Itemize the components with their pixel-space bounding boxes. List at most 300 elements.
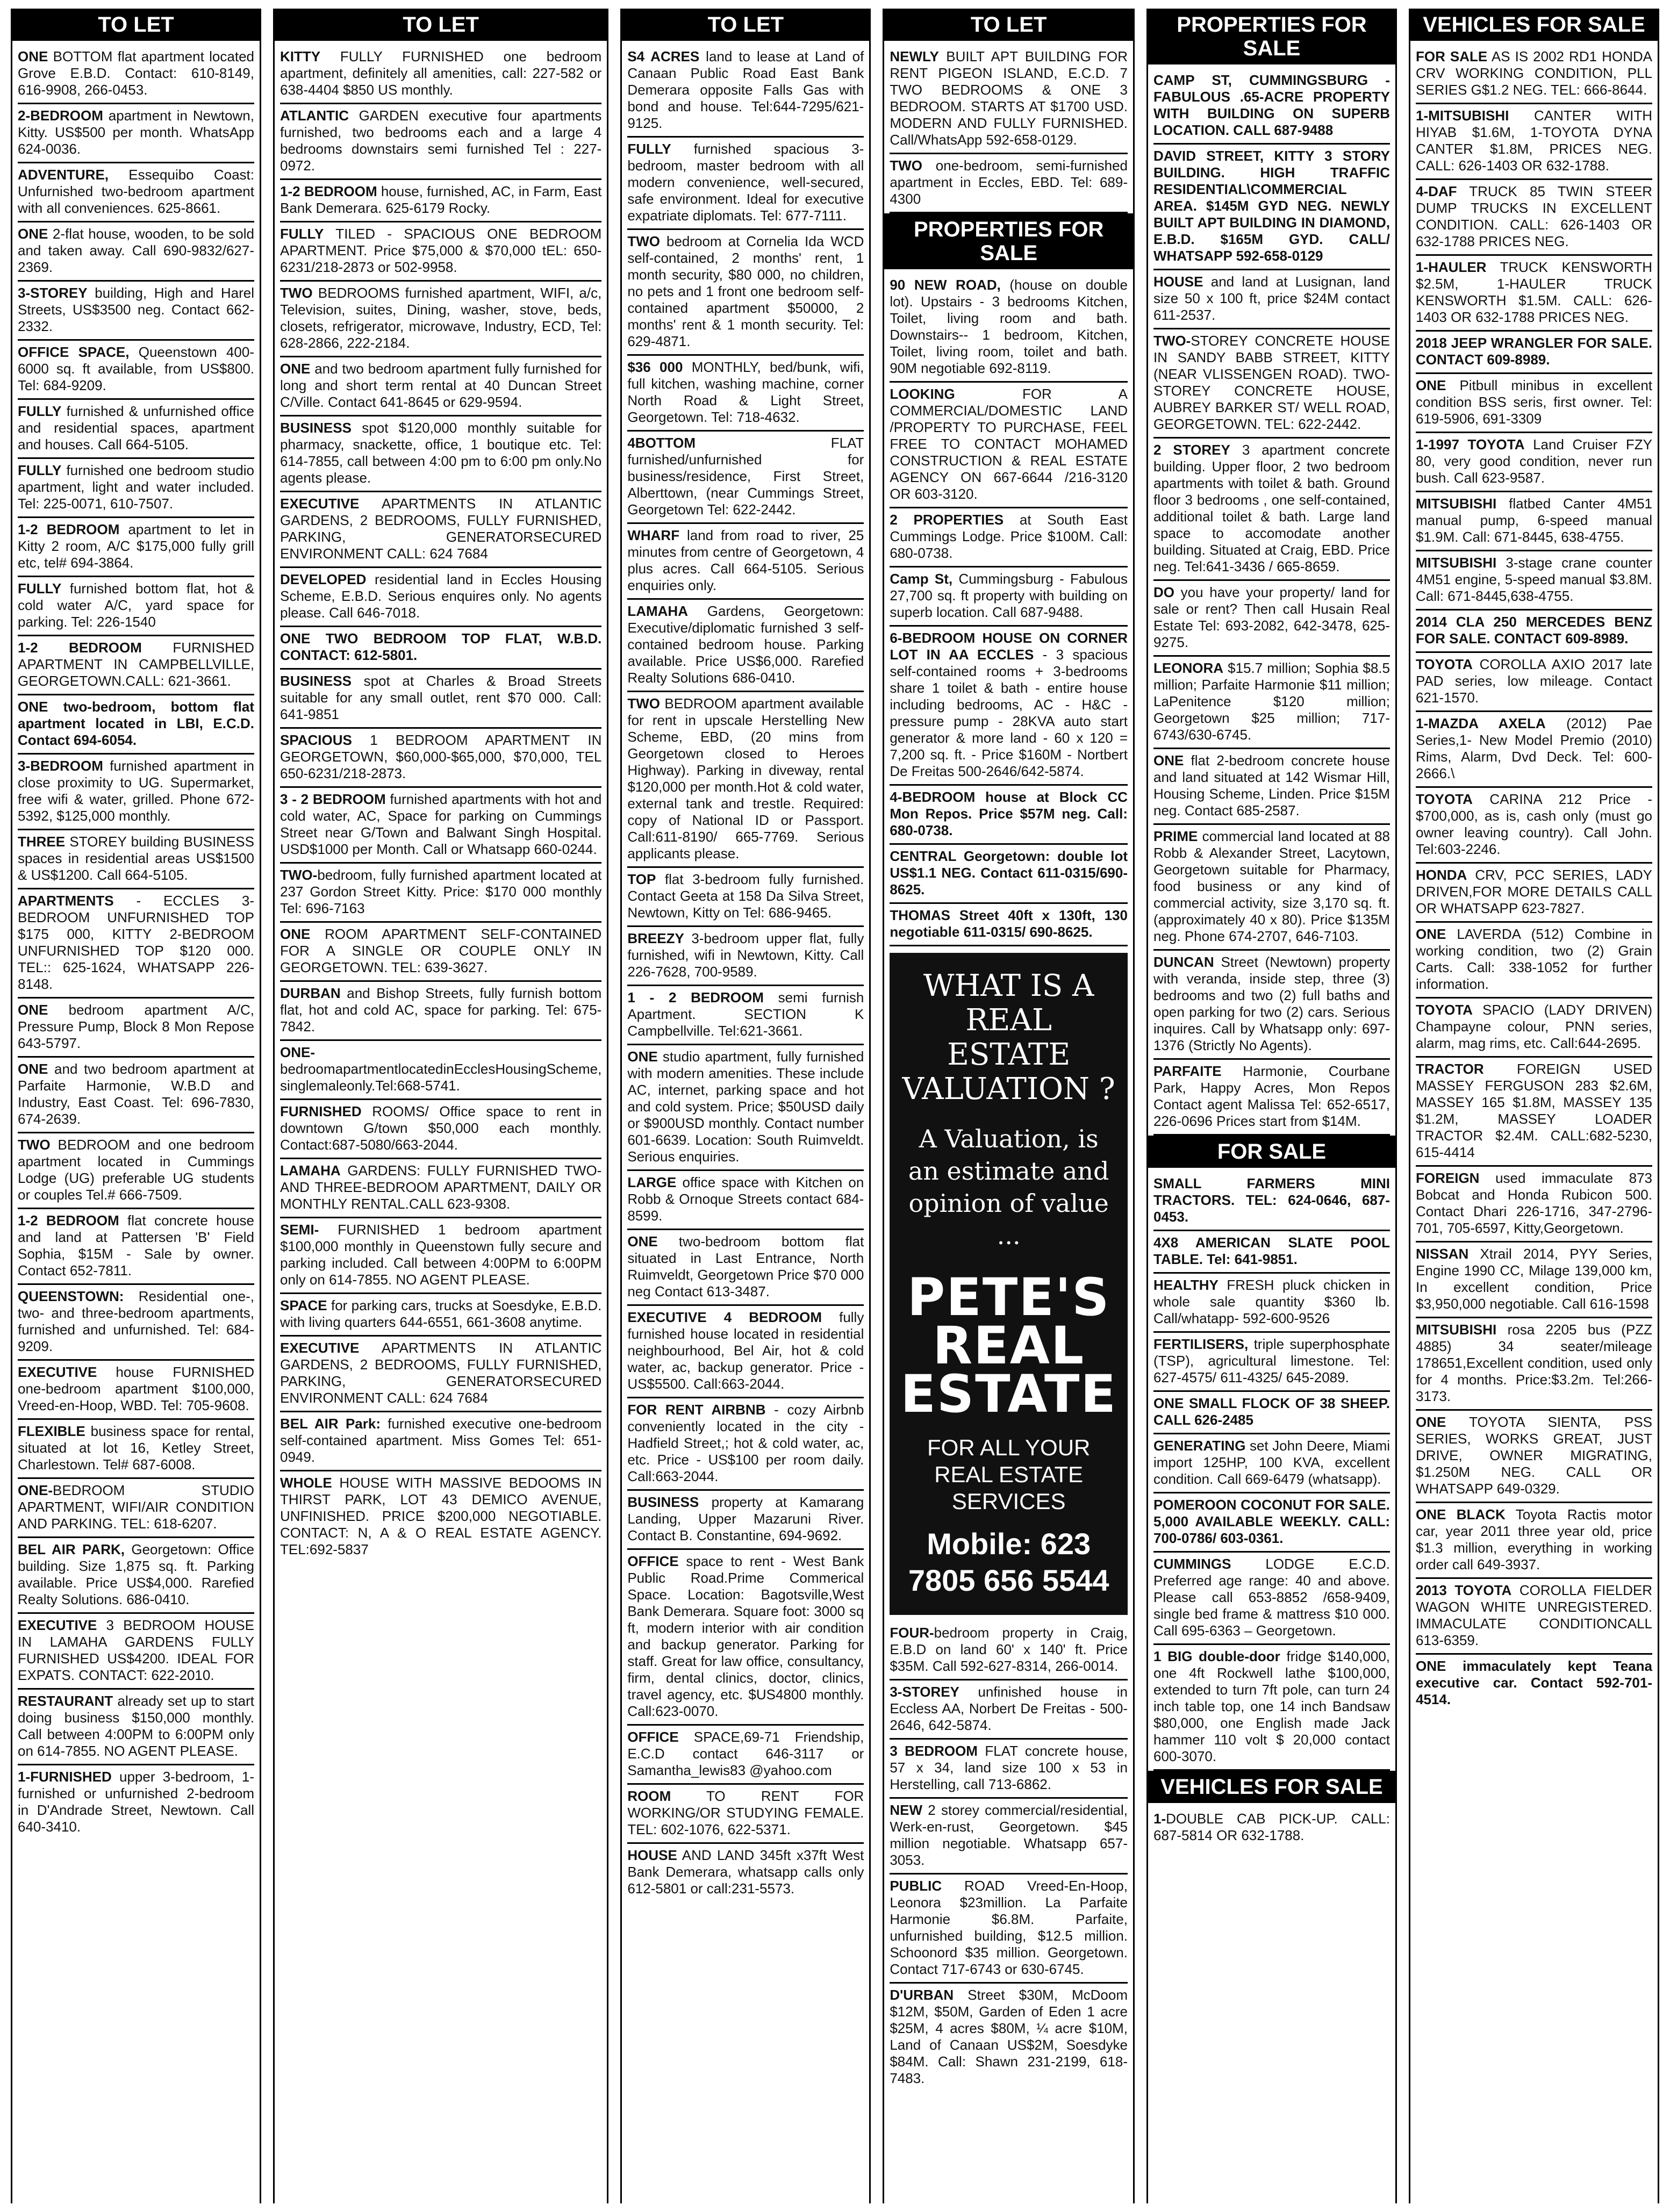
- ad-lead: CUMMINGS: [1153, 1556, 1231, 1572]
- classified-ad: [627, 1726, 864, 1785]
- ad-text: BUILT APT BUILDING FOR RENT PIGEON ISLAND, E.C.D. 7 TWO BEDROOMS & ONE 3 BEDROOM. STARTS AT $1700 USD. MODERN AND FULLY FURNISHED. Call/WhatsApp 592-658-0129.: [890, 48, 1128, 148]
- ad-lead: FLEXIBLE: [18, 1423, 85, 1439]
- classified-ad: [1416, 653, 1652, 712]
- ad-text: FOR A COMMERCIAL/DOMESTIC LAND /PROPERTY TO PURCHASE, FEEL FREE TO CONTACT MOHAMED CONSTRUCTION & REAL ESTATE AGENCY ON 667-6644 /216-3120 OR 603-3120.: [890, 386, 1128, 502]
- section-header: PROPERTIES FOR SALE: [1148, 9, 1395, 64]
- ad-text: Harmonie, Courbane Park, Happy Acres, Mon Repos Contact agent Malissa Tel: 652-6517, 226-0696 Prices start from $14M.: [1153, 1063, 1390, 1129]
- classified-ad: [627, 1491, 864, 1550]
- ad-lead: RESTAURANT: [18, 1693, 113, 1709]
- ad-lead: BUSINESS: [280, 420, 352, 436]
- classified-ad: [1416, 1167, 1652, 1243]
- ad-lead: ATLANTIC: [280, 107, 349, 124]
- ad-text: furnished bottom flat, hot & cold water A/C, yard space for parking. Tel: 226-1540: [18, 580, 254, 630]
- classified-ad: [1416, 864, 1652, 923]
- ad-text: and land at Lusignan, land size 50 x 100 ft, price $24M contact 611-2537.: [1153, 274, 1390, 323]
- ad-lead: 2014 CLA 250 MERCEDES BENZ FOR SALE. CONTACT 609-8989.: [1416, 614, 1652, 647]
- ad-text: furnished apartments with hot and cold water, AC, Space for parking on Cummings Street near G/Town and Balwant Singh Hospital. USD$1000 per Month. Call or Whatsapp 660-0244.: [280, 791, 602, 857]
- classified-ad: [1416, 1503, 1652, 1579]
- ad-lead: 3 - 2 BEDROOM: [280, 791, 386, 807]
- classified-ad: [627, 230, 864, 356]
- classified-ad: [627, 1171, 864, 1230]
- ad-text: 2-flat house, wooden, to be sold and taken away. Call 690-9832/627-2369.: [18, 226, 254, 275]
- ad-text: LAVERDA (512) Combine in working condition, two (2) Grain Carts. Call: 338-1052 for further information.: [1416, 926, 1652, 992]
- ad-text: flat concrete house and land at Pattersen 'B' Field Sophia, $15M - Sale by owner. Contact 652-7811.: [18, 1212, 254, 1279]
- ad-lead: D'URBAN: [890, 1987, 954, 2003]
- classified-ad: [1153, 69, 1390, 145]
- classified-ad: [18, 282, 254, 341]
- ad-text: flat 3-bedroom fully furnished. Contact Geeta at 158 Da Silva Street, Newtown, Kitty on Tel: 686-9465.: [627, 871, 864, 921]
- ad-text: COROLLA FIELDER WAGON WHITE UNREGISTERED. IMMACULATE CONDITIONCALL 613-6359.: [1416, 1582, 1653, 1648]
- column-properties-for-sale: [1146, 9, 1397, 2203]
- ad-lead: ADVENTURE,: [18, 167, 109, 183]
- ad-lead: FOR SALE: [1416, 48, 1488, 64]
- classified-ad: [627, 432, 864, 524]
- ad-lead: EXECUTIVE: [280, 1340, 360, 1356]
- ad-lead: 3-BEDROOM: [18, 758, 103, 774]
- ad-lead: FULLY: [627, 141, 671, 157]
- classified-ad: [1153, 270, 1390, 329]
- ad-lead: FOR RENT AIRBNB: [627, 1402, 766, 1418]
- classified-ad: [280, 788, 601, 864]
- ad-text: triple superphosphate (TSP), agricultural limestone. Tel: 627-4575/ 611-4325/ 645-2089.: [1153, 1336, 1390, 1385]
- ad-lead: FURNISHED: [280, 1103, 362, 1119]
- section-header: VEHICLES FOR SALE: [1148, 1771, 1395, 1803]
- classified-ad: [18, 1765, 254, 1840]
- ad-lead: PUBLIC: [890, 1878, 942, 1894]
- ad-lead: SPACE: [280, 1297, 327, 1313]
- classified-ad: [890, 274, 1128, 383]
- ad-lead: 1-MAZDA AXELA: [1416, 715, 1546, 731]
- classified-ad: [890, 383, 1128, 508]
- ad-lead: 1-MITSUBISHI: [1416, 107, 1509, 124]
- ad-lead: HEALTHY: [1153, 1277, 1219, 1293]
- ad-text: bedroom apartment A/C, Pressure Pump, Block 8 Mon Repose 643-5797.: [18, 1002, 254, 1051]
- ad-lead: 4-BEDROOM house at Block CC Mon Repos. Price $57M neg. Call: 680-0738.: [890, 789, 1128, 838]
- ad-lead: SEMI-: [280, 1222, 319, 1238]
- classified-ad: [1153, 749, 1390, 825]
- classified-ad: [890, 1875, 1128, 1984]
- ad-lead: DAVID STREET, KITTY 3 STORY BUILDING. HIGH TRAFFIC RESIDENTIAL\COMMERCIAL AREA. $145M GYD NEG. NEWLY BUILT APT BUILDING IN DIAMOND, E.B.D. $165M GYD. CALL/ WHATSAPP 592-658-0129: [1153, 148, 1390, 264]
- ad-lead: 6-BEDROOM HOUSE ON CORNER LOT IN AA ECCLES: [890, 630, 1128, 663]
- classified-ad: [890, 45, 1128, 154]
- ad-text: house FURNISHED one-bedroom apartment $100,000, Vreed-en-Hoop, WBD. Tel: 705-9608.: [18, 1364, 254, 1413]
- ad-lead: EXECUTIVE 4 BEDROOM: [627, 1309, 822, 1325]
- ad-lead: NISSAN: [1416, 1246, 1469, 1262]
- classified-ad: [18, 104, 254, 163]
- ad-text: SPACIO (LADY DRIVEN) Champayne colour, PNN series, alarm, mag rims, etc. Call:644-2695.: [1416, 1002, 1652, 1051]
- section-header: VEHICLES FOR SALE: [1410, 9, 1658, 41]
- ad-text: ROOM APARTMENT SELF-CONTAINED FOR A SINGLE OR COUPLE ONLY IN GEORGETOWN. TEL: 639-3627.: [280, 926, 602, 975]
- ad-text: space to rent - West Bank Public Road.Prime Commerical Space. Location: Bagotsville,West Bank Demerara. Square foot: 3000 sq ft, modern interior with air condition and backup generator. Parking for staff. Great for law office, consultancy, firm, dental clinics, doctor, clinics, travel agency, etc. $US4800 monthly. Call:623-0070.: [627, 1553, 864, 1719]
- ad-text: ROOMS/ Office space to rent in downtown G/town $50,000 each monthly. Contact:687-5080/663-2044.: [280, 1103, 602, 1153]
- ad-lead: 1 - 2 BEDROOM: [627, 989, 764, 1006]
- ad-lead: ONE: [627, 1048, 658, 1065]
- section-header: PROPERTIES FOR SALE: [884, 213, 1133, 269]
- ad-text: Street $30M, McDoom $12M, $50M, Garden of Eden 1 acre $25M, 4 acres $80M, ¼ acre $10M, Land of Canaan US$2M, Soesdyke $84M. Call: Shawn 231-2199, 618-7483.: [890, 1987, 1128, 2086]
- ad-lead: 2 STOREY: [1153, 442, 1230, 458]
- classified-ad: [1153, 1807, 1390, 1848]
- classified-ad: [18, 1690, 254, 1765]
- ad-lead: ONE SMALL FLOCK OF 38 SHEEP. CALL 626-2485: [1153, 1395, 1390, 1428]
- classified-ad: [627, 1230, 864, 1306]
- ad-text: furnished one bedroom studio apartment, light and water included. Tel: 225-0071, 610-7507.: [18, 462, 254, 512]
- ad-lead: LAMAHA: [280, 1162, 341, 1179]
- ad-lead: S4 ACRES: [627, 48, 700, 64]
- ad-lead: 1-HAULER: [1416, 259, 1487, 275]
- column-to-let-properties: [883, 9, 1135, 2203]
- ad-lead: HOUSE: [627, 1847, 677, 1863]
- ad-text: Residential one-, two- and three-bedroom apartments, furnished and unfurnished. Tel: 684-9209.: [18, 1288, 254, 1354]
- classified-ad: [627, 927, 864, 986]
- ad-text: FLAT furnished/unfurnished for business/residence, First Street, Alberttown, (near Cummings Street, Georgetown Tel: 622-2442.: [627, 435, 864, 518]
- ad-text: bedroom at Cornelia Ida WCD self-contained, 2 months' rent, 1 month security, $80 000, no children, no pets and 1 front one bedroom self-contained apartment $50000, 2 months' rent & 1 month security. Tel: 629-4871.: [627, 233, 864, 349]
- ad-lead: ONE: [18, 1002, 48, 1018]
- section-header: TO LET: [622, 9, 869, 41]
- classified-ad: [280, 923, 601, 982]
- classified-ad: [18, 1614, 254, 1690]
- classified-ad: [280, 1294, 601, 1337]
- ad-text: - ECCLES 3-BEDROOM UNFURNISHED TOP $175 000, KITTY 2-BEDROOM UNFURNISHED TOP $120 000. TEL:: 625-1624, WHATSAPP 226-8148.: [18, 893, 254, 992]
- classified-ad: [627, 1306, 864, 1398]
- ad-text: Georgetown: Office building. Size 1,875 sq. ft. Parking available. Price US$4,000. Rarefied Realty Solutions. 686-0410.: [18, 1541, 254, 1607]
- ad-lead: BEL AIR Park:: [280, 1416, 381, 1432]
- ad-lead: WHOLE: [280, 1475, 332, 1491]
- ad-text: (2012) Pae Series,1- New Model Premio (2010) Rims, Alarm, Dvd Deck. Tel: 600-2666.\: [1416, 715, 1652, 781]
- ad-text: rosa 2205 bus (PZZ 4885) 34 seater/mileage 178651,Excellent condition, used only for 4 months. Price:$3.2m. Tel:266-3173.: [1416, 1322, 1652, 1404]
- classified-ad: [18, 999, 254, 1058]
- ad-lead: MITSUBISHI: [1416, 555, 1497, 571]
- ad-text: BEDROOMS furnished apartment, WIFI, a/c, Television, suites, Dining, washer, stove, beds, closets, refrigerator, microwave, Industry, ECD, Tel: 628-2866, 222-2184.: [280, 285, 602, 351]
- ad-text: flat 2-bedroom concrete house and land situated at 142 Wismar Hill, Housing Scheme, Linden. Price $15M neg. Contact 685-2587.: [1153, 752, 1390, 818]
- classified-ad: [1416, 712, 1652, 788]
- ad-lead: 1-FURNISHED: [18, 1769, 112, 1785]
- ad-lead: FULLY: [18, 580, 62, 597]
- ad-text: Essequibo Coast: Unfurnished two-bedroom apartment with all conveniences. 625-8661.: [18, 167, 254, 216]
- ad-lead: ONE: [18, 226, 48, 242]
- classified-ad: [1416, 551, 1652, 611]
- ad-text: GARDEN executive four apartments furnished, two bedrooms each and a large 4 bedrooms downstairs semi furnished Tel : 227-0972.: [280, 107, 602, 174]
- ad-lead: ONE: [18, 48, 48, 64]
- ad-text: building, High and Harel Streets, US$3500 neg. Contact 662-2332.: [18, 285, 254, 334]
- ad-text: land from road to river, 25 minutes from centre of Georgetown, 4 plus acres. Call 664-5105. Serious enquiries only.: [627, 527, 864, 593]
- ad-lead: DO: [1153, 584, 1174, 600]
- classified-ad: [280, 104, 601, 180]
- ad-text: SPACE,69-71 Friendship, E.C.D contact 646-3117 or Samantha_lewis83 @yahoo.com: [627, 1729, 864, 1778]
- classified-ad: [627, 1398, 864, 1491]
- classified-ad: [18, 1538, 254, 1614]
- classified-ad: [1416, 1655, 1652, 1712]
- ad-lead: ROOM: [627, 1788, 671, 1804]
- ad-lead: ONE TWO BEDROOM TOP FLAT, W.B.D. CONTACT: 612-5801.: [280, 630, 602, 663]
- classified-ad: [280, 357, 601, 416]
- ad-lead: FULLY: [18, 462, 62, 478]
- ad-text: 3 BEDROOM HOUSE IN LAMAHA GARDENS FULLY FURNISHED US$4200. IDEAL FOR EXPATS. CONTACT: 622-2010.: [18, 1617, 254, 1683]
- classified-ad: [627, 600, 864, 692]
- ad-text: Pitbull minibus in excellent condition BSS seris, first owner. Tel: 619-5906, 691-3309: [1416, 377, 1652, 427]
- ad-lead: ONE two-bedroom, bottom flat apartment located in LBI, E.C.D. Contact 694-6054.: [18, 699, 254, 748]
- ad-lead: GENERATING: [1153, 1438, 1246, 1454]
- ad-lead: NEWLY: [890, 48, 939, 64]
- ad-text: bedroom property in Craig, E.B.D on land 60' x 140' ft. Price $35M. Call 592-627-8314, 266-0014.: [890, 1625, 1128, 1674]
- ad-lead: 2 PROPERTIES: [890, 512, 1004, 528]
- ad-text: GARDENS: FULLY FURNISHED TWO- AND THREE-BEDROOM APARTMENT, DAILY OR MONTHLY RENTAL.CALL 623-9308.: [280, 1162, 602, 1212]
- classified-ad: [18, 45, 254, 104]
- ad-lead: KITTY: [280, 48, 321, 64]
- ad-text: DOUBLE CAB PICK-UP. CALL: 687-5814 OR 632-1788.: [1153, 1811, 1390, 1843]
- ad-lead: 2-BEDROOM: [18, 107, 103, 124]
- ad-text: one-bedroom, semi-furnished apartment in Eccles, EBD. Tel: 689-4300: [890, 157, 1128, 207]
- ad-text: Toyota Ractis motor car, year 2011 three year old, price $1.3 million, everything in working order call 649-3937.: [1416, 1506, 1652, 1572]
- ad-text: land to lease at Land of Canaan Public Road East Bank Demerara opposite Falls Gas with bond and house. Tel:644-7295/621-9125.: [627, 48, 864, 131]
- classified-ad: [1153, 145, 1390, 270]
- classified-ad: [280, 180, 601, 222]
- ad-text: ROAD Vreed-En-Hoop, Leonora $23million. La Parfaite Harmonie $6.8M. Parfaite, unfurnished building, $12.5 million. Schoonord $35 million. Georgetown. Contact 717-6743 or 630-6745.: [890, 1878, 1128, 1977]
- section-header: TO LET: [12, 9, 260, 41]
- ad-lead: TWO: [890, 157, 922, 174]
- ad-text: unfinished house in Eccless AA, Norbert De Freitas - 500-2646, 642-5874.: [890, 1684, 1128, 1733]
- classified-ad: [18, 341, 254, 400]
- ad-lead: ONE: [627, 1233, 658, 1249]
- classified-ad: [18, 459, 254, 518]
- classified-ad: [890, 568, 1128, 627]
- classified-ad: [1416, 492, 1652, 551]
- classified-ad: [280, 982, 601, 1041]
- classified-ad: [280, 222, 601, 282]
- ad-lead: 2013 TOYOTA: [1416, 1582, 1512, 1598]
- classified-ad: [1416, 433, 1652, 492]
- ad-text: two-bedroom bottom flat situated in Last Entrance, North Ruimveldt, Georgetown Price $70 000 neg Contact 613-3487.: [627, 1233, 864, 1299]
- classified-ad: [890, 1740, 1128, 1799]
- ad-text: Cummingsburg - Fabulous 27,700 sq. ft property with building on superb location. Call 687-9488.: [890, 571, 1128, 620]
- classified-ad: [1416, 923, 1652, 999]
- ad-text: FRESH pluck chicken in whole sale quantity $360 lb. Call/whatapp- 592-600-9526: [1153, 1277, 1390, 1326]
- classified-ad: [627, 1045, 864, 1171]
- column-to-let-2: [273, 9, 608, 2203]
- ad-text: STOREY CONCRETE HOUSE IN SANDY BABB STREET, KITTY (NEAR VLISSENGEN ROAD). TWO-STOREY CONCRETE HOUSE, AUBREY BARKER ST/ WELL ROAD, GEORGETOWN. TEL: 622-2442.: [1153, 333, 1390, 432]
- ad-lead: TRACTOR: [1416, 1061, 1484, 1077]
- classified-ad: [18, 222, 254, 282]
- ad-text: house, furnished, AC, in Farm, East Bank Demerara. 625-6179 Rocky.: [280, 183, 602, 216]
- ad-text: Queenstown 400-6000 sq. ft available, from US$800. Tel: 684-9209.: [18, 344, 254, 393]
- classified-ad: [18, 889, 254, 999]
- ad-lead: TOYOTA: [1416, 1002, 1473, 1018]
- classified-ad: [18, 636, 254, 695]
- classified-ad: [1153, 825, 1390, 951]
- ad-lead: TWO: [627, 233, 660, 249]
- ad-text: flatbed Canter 4M51 manual pump, 6-speed manual $1.9M. Call: 671-8445, 638-4755.: [1416, 495, 1652, 545]
- ad-lead: PRIME: [1153, 828, 1198, 844]
- classified-ad: [280, 568, 601, 627]
- ad-text: you have your property/ land for sale or rent? Then call Husain Real Estate Tel: 693-2082, 642-3478, 625-9275.: [1153, 584, 1390, 650]
- ad-lead: 1-2 BEDROOM: [18, 521, 120, 537]
- ad-lead: EXECUTIVE: [18, 1617, 97, 1633]
- ad-lead: TWO: [627, 695, 660, 712]
- ad-lead: 1-2 BEDROOM: [18, 640, 142, 656]
- classified-ad: [1153, 951, 1390, 1060]
- ad-text: TRUCK 85 TWIN STEER DUMP TRUCKS IN EXCELLENT CONDITION. CALL: 626-1403 OR 632-1788 PRICES NEG.: [1416, 183, 1652, 249]
- ad-lead: 3 BEDROOM: [890, 1743, 978, 1759]
- ad-lead: OFFICE SPACE,: [18, 344, 130, 360]
- ad-lead: CAMP ST, CUMMINGSBURG - FABULOUS .65-ACRE PROPERTY WITH BUILDING ON SUPERB LOCATION. CALL 687-9488: [1153, 72, 1390, 138]
- ad-lead: LEONORA: [1153, 660, 1223, 676]
- ad-lead: 3-STOREY: [890, 1684, 959, 1700]
- classified-ad: [1153, 1434, 1390, 1493]
- ad-lead: LOOKING: [890, 386, 955, 402]
- ad-lead: ONE BLACK: [1416, 1506, 1506, 1522]
- classified-ad: [1416, 999, 1652, 1058]
- classified-ad: [1153, 1392, 1390, 1434]
- ad-lead: TOYOTA: [1416, 656, 1473, 672]
- classified-ad: [890, 1799, 1128, 1875]
- ad-text: set John Deere, Miami import 125HP, 100 KVA, excellent condition. Call 669-6479 (whatsapp).: [1153, 1438, 1390, 1487]
- ad-text: and two bedroom apartment fully furnished for long and short term rental at 40 Duncan Street C/Ville. Contact 641-8645 or 629-9594.: [280, 361, 602, 410]
- ad-text: semi furnish Apartment. SECTION K Campbellville. Tel:621-3661.: [627, 989, 864, 1039]
- ad-lead: 90 NEW ROAD,: [890, 277, 1001, 293]
- brand-name: PETE'S REAL ESTATE: [900, 1267, 1117, 1424]
- ad-lead: ONE: [1416, 926, 1446, 942]
- ad-text: APARTMENTS IN ATLANTIC GARDENS, 2 BEDROOMS, FULLY FURNISHED, PARKING, GENERATORSECURED ENVIRONMENT CALL: 624 7684: [280, 1340, 602, 1406]
- ad-text: furnished apartment in close proximity to UG. Supermarket, free wifi & water, grilled. Phone 672-5392, $125,000 monthly.: [18, 758, 254, 824]
- classified-ad: [18, 1285, 254, 1361]
- ad-text: 1 BEDROOM APARTMENT IN GEORGETOWN, $60,000-$65,000, $70,000, TEL 650-6231/218-2873.: [280, 732, 602, 781]
- ad-lead: LAMAHA: [627, 603, 688, 619]
- classified-ad: [18, 755, 254, 830]
- classified-ad: [1416, 45, 1652, 104]
- ad-text: spot $120,000 monthly suitable for pharmacy, snackette, office, 1 boutique etc. Tel: 614-7855, call between 4:00 pm to 6:00 pm only.No agents please.: [280, 420, 602, 486]
- classified-ad: [627, 1844, 864, 1901]
- ad-text: 3-bedroom upper flat, fully furnished, wifi in Newtown, Kitty. Call 226-7628, 700-9589.: [627, 930, 864, 980]
- valuation-answer: A Valuation, is an estimate and opinion of value ...: [908, 1124, 1109, 1250]
- ad-lead: TWO: [18, 1137, 51, 1153]
- ad-lead: HONDA: [1416, 867, 1467, 883]
- ad-lead: HOUSE: [1153, 274, 1203, 290]
- ad-text: (house on double lot). Upstairs - 3 bedrooms Kitchen, Toilet, living room and bath. Downstairs-- 1 bedroom, Kitchen, Toilet, living room, toilet and bath. 90M negotiable 692-8119.: [890, 277, 1128, 376]
- ad-text: fully furnished house located in residential neighbourhood, Bel Air, hot & cold water, ac, backup generator. Price - US$5500. Call:663-2044.: [627, 1309, 864, 1392]
- section-header: TO LET: [884, 9, 1133, 41]
- classified-ad: [1153, 439, 1390, 581]
- ad-text: furnished & unfurnished office and residential spaces, apartment and houses. Call 664-5105.: [18, 403, 254, 453]
- classified-ad: [280, 1041, 601, 1100]
- ad-lead: FOUR-: [890, 1625, 934, 1641]
- ad-text: $15.7 million; Sophia $8.5 million; Parfaite Harmonie $11 million; LaPenitence $120 million; Georgetown $25 million; 717-6743/630-6745.: [1153, 660, 1390, 743]
- classified-ad: [1416, 1579, 1652, 1655]
- classified-ad: [18, 830, 254, 889]
- ad-text: COROLLA AXIO 2017 late PAD series, low mileage. Contact 621-1570.: [1416, 656, 1652, 706]
- classified-ad: [1153, 1060, 1390, 1136]
- ad-text: bedroomapartmentlocatedinEcclesHousingScheme, singlemaleonly.Tel:668-5741.: [280, 1061, 602, 1094]
- ad-text: spot at Charles & Broad Streets suitable for any small outlet, rent $70 000. Call: 641-9851: [280, 673, 602, 722]
- ad-lead: FERTILISERS,: [1153, 1336, 1249, 1352]
- ad-text: BOTTOM flat apartment located Grove E.B.D. Contact: 610-8149, 616-9908, 266-0453.: [18, 48, 254, 98]
- classified-ad: [1153, 1645, 1390, 1771]
- classified-ad: [280, 282, 601, 357]
- classified-ad: [280, 492, 601, 568]
- ad-text: and two bedroom apartment at Parfaite Harmonie, W.B.D and Industry, East Coast. Tel: 696-7830, 674-2639.: [18, 1061, 254, 1127]
- ad-lead: ONE immaculately kept Teana executive car. Contact 592-701-4514.: [1416, 1658, 1652, 1707]
- column-vehicles-for-sale: [1409, 9, 1659, 2203]
- classified-ad: [18, 695, 254, 755]
- classified-ad: [280, 1471, 601, 1562]
- ad-lead: ONE-: [280, 1044, 315, 1060]
- classified-ad: [18, 1361, 254, 1420]
- classified-ad: [280, 1218, 601, 1294]
- ad-text: fridge $140,000, one 4ft Rockwell lathe $100,000, extended to turn 7ft pole, can turn 24 inch table top, one 14 inch Bandsaw $80,000, one English made Jack hammer 110 volt $ 20,000 contact 600-3070.: [1153, 1648, 1391, 1764]
- classified-ad: [627, 45, 864, 138]
- ad-text: FULLY FURNISHED one bedroom apartment, definitely all amenities, call: 227-582 or 638-4404 $850 US monthly.: [280, 48, 602, 98]
- ad-lead: ONE: [1416, 1414, 1446, 1430]
- ad-lead: 4BOTTOM: [627, 435, 696, 451]
- ad-text: FLAT concrete house, 57 x 34, land size 100 x 53 in Herstelling, call 713-6862.: [890, 1743, 1128, 1792]
- ad-text: STOREY building BUSINESS spaces in residential areas US$1500 & US$1200. Call 664-5105.: [18, 834, 254, 883]
- classified-ad: [1153, 581, 1390, 657]
- ad-lead: MITSUBISHI: [1416, 1322, 1497, 1338]
- ad-text: TILED - SPACIOUS ONE BEDROOM APARTMENT. Price $75,000 & $70,000 tEL: 650-6231/218-2873 or 502-9958.: [280, 226, 602, 275]
- classified-ad: [280, 670, 601, 729]
- ad-lead: MITSUBISHI: [1416, 495, 1497, 512]
- ad-text: CANTER WITH HIYAB $1.6M, 1-TOYOTA DYNA CANTER $1.8M, PRICES NEG. CALL: 626-1403 OR 632-1788.: [1416, 107, 1652, 174]
- ad-lead: DURBAN: [280, 985, 341, 1001]
- classified-ad: [18, 1420, 254, 1479]
- ad-text: furnished executive one-bedroom self-contained apartment. Miss Gomes Tel: 651-0949.: [280, 1416, 602, 1465]
- ad-lead: DEVELOPED: [280, 571, 367, 587]
- ad-lead: Camp St,: [890, 571, 953, 587]
- ad-text: APARTMENTS IN ATLANTIC GARDENS, 2 BEDROOMS, FULLY FURNISHED, PARKING, GENERATORSECURED ENVIRONMENT CALL: 624 7684: [280, 495, 602, 562]
- classified-ad: [627, 1785, 864, 1844]
- ad-text: AND LAND 345ft x37ft West Bank Demerara, whatsapp calls only 612-5801 or call:231-5573.: [627, 1847, 864, 1897]
- ad-lead: POMEROON COCONUT FOR SALE. 5,000 AVAILABLE WEEKLY. CALL: 700-0786/ 603-0361.: [1153, 1497, 1390, 1546]
- ad-lead: PARFAITE: [1153, 1063, 1222, 1079]
- ad-text: used immaculate 873 Bobcat and Honda Rubicon 500. Contact Dhari 226-1716, 347-2796-701, 705-6597, Kitty,Georgetown.: [1416, 1170, 1652, 1236]
- ad-text: MONTHLY, bed/bunk, wifi, full kitchen, washing machine, corner North Road & Light Street, Georgetown. Tel: 718-4632.: [627, 359, 864, 425]
- valuation-question: WHAT IS A REAL ESTATE VALUATION ?: [902, 968, 1115, 1107]
- ad-lead: EXECUTIVE: [18, 1364, 97, 1380]
- ad-text: apartment to let in Kitty 2 room, A/C $175,000 fully grill etc, tel# 694-3864.: [18, 521, 255, 571]
- ad-lead: THOMAS Street 40ft x 130ft, 130 negotiable 611-0315/ 690-8625.: [890, 907, 1128, 940]
- ad-text: office space with Kitchen on Robb & Ornoque Streets contact 684-8599.: [627, 1174, 864, 1224]
- ad-text: FURNISHED APARTMENT IN CAMPBELLVILLE, GEORGETOWN.CALL: 621-3661.: [18, 640, 254, 689]
- ad-lead: 1-2 BEDROOM: [18, 1212, 119, 1229]
- ad-lead: OFFICE: [627, 1553, 679, 1569]
- classified-ad: [890, 845, 1128, 904]
- classified-ad: [280, 1159, 601, 1218]
- classified-ad: [280, 1100, 601, 1159]
- ad-lead: FULLY: [280, 226, 324, 242]
- ad-text: commercial land located at 88 Robb & Alexander Street, Lacytown, Georgetown suitable for Pharmacy, food business or any kind of commercial activity, size 3,170 sq. ft. (approximately 40 x 80). Price $135M neg. Phone 674-2707, 646-7103.: [1153, 828, 1390, 944]
- ad-lead: 3-STOREY: [18, 285, 88, 301]
- classified-ad: [18, 1479, 254, 1538]
- classified-ad: [627, 986, 864, 1045]
- ad-lead: 4-DAF: [1416, 183, 1457, 199]
- classified-ad: [1153, 1172, 1390, 1231]
- classified-ad: [1153, 1274, 1390, 1333]
- classified-ad: [890, 1621, 1128, 1680]
- classified-ad: [18, 1209, 254, 1285]
- classified-ad: [18, 163, 254, 222]
- classified-ad: [890, 786, 1128, 845]
- ad-lead: LARGE: [627, 1174, 677, 1190]
- ad-text: Land Cruiser FZY 80, very good condition, never run bush. Call 623-9587.: [1416, 436, 1652, 486]
- classified-ad: [280, 1337, 601, 1412]
- ad-lead: BEL AIR PARK,: [18, 1541, 125, 1557]
- classified-ad: [627, 868, 864, 927]
- ad-text: studio apartment, fully furnished with modern amenities. These include AC, internet, parking space and hot and cold system. Price; $50USD daily or $900USD monthly. Contact number 601-6639. Location: South Ruimveldt. Serious enquiries.: [627, 1048, 864, 1165]
- ad-lead: TWO: [280, 285, 313, 301]
- ad-text: for parking cars, trucks at Soesdyke, E.B.D. with living quarters 644-6551, 661-3608 anytime.: [280, 1297, 602, 1330]
- classified-ad: [1416, 374, 1652, 433]
- ad-lead: 1-1997 TOYOTA: [1416, 436, 1525, 453]
- ad-text: FOREIGN USED MASSEY FERGUSON 283 $2.6M, MASSEY 165 $1.8M, MASSEY 135 $1.2M, MASSEY LOADER TRACTOR $2.4M. CALL:682-5230, 615-4414: [1416, 1061, 1652, 1160]
- ad-text: - 3 spacious self-contained rooms + 3-bedrooms share 1 toilet & bath - entire house including bedrooms, AC - H&C - pressure pump - 28KVA auto start generator & more land - 60 x 120 = 7,200 sq. ft. - Price $160M - Nortbert De Freitas 500-2646/642-5874.: [890, 647, 1128, 779]
